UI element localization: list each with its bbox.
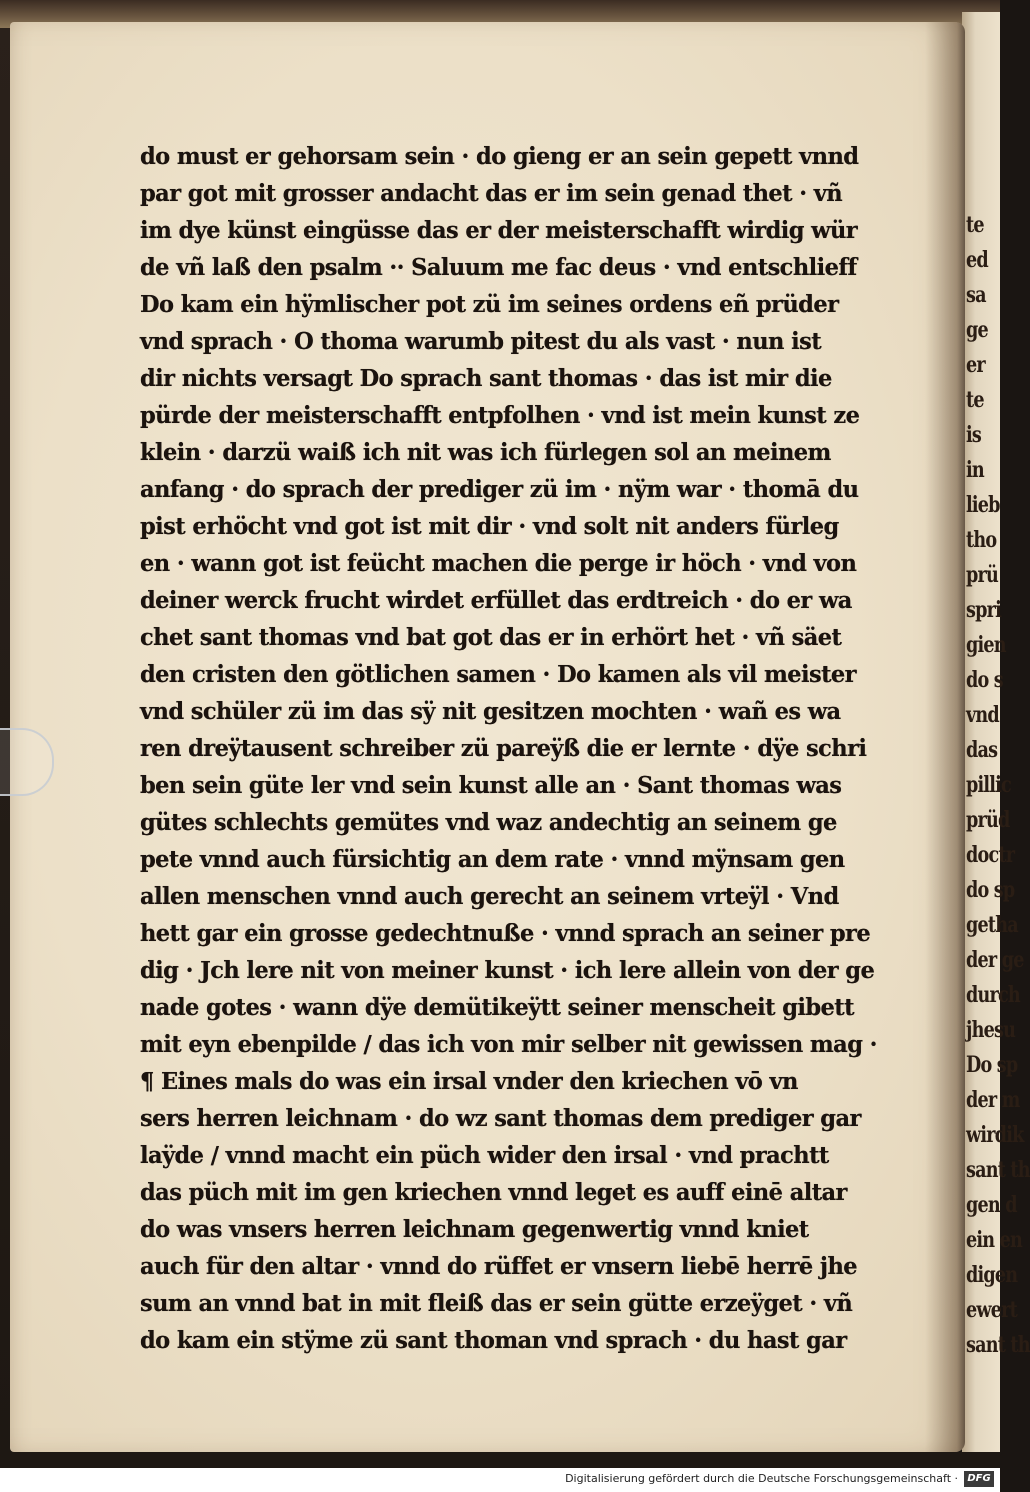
next-page-fragment: te — [966, 387, 984, 413]
next-page-fragment: durch — [966, 982, 1020, 1008]
next-page-fragment: pillic — [966, 772, 1011, 798]
next-page-fragment: Do sp — [966, 1052, 1018, 1078]
text-line: gütes schlechts gemütes vnd waz andechtig an seinem ge — [140, 809, 837, 836]
text-line: ben sein güte ler vnd sein kunst alle an · Sant thomas was — [140, 772, 842, 799]
next-page-fragment: spri — [966, 597, 1001, 623]
text-line: vnd sprach · O thoma warumb pitest du als vast · nun ist — [140, 328, 822, 355]
text-line: do must er gehorsam sein · do gieng er an sein gepett vnnd — [140, 143, 859, 170]
next-page-fragment: sant th — [966, 1332, 1030, 1358]
next-page-fragment: sant th — [966, 1157, 1030, 1183]
text-line: ren dreÿtausent schreiber zü pareÿß die er lernte · dÿe schri — [140, 735, 867, 762]
text-line: mit eyn ebenpilde / das ich von mir selber nit gewissen mag · — [140, 1031, 877, 1058]
footer-credit: Digitalisierung gefördert durch die Deutsche Forschungsgemeinschaft · — [565, 1472, 958, 1485]
next-page-fragment: ein en — [966, 1227, 1023, 1253]
next-page-fragment: gen d — [966, 1192, 1017, 1218]
next-page-fragment: das — [966, 737, 998, 763]
text-line: allen menschen vnnd auch gerecht an seinem vrteÿl · Vnd — [140, 883, 839, 910]
text-line: auch für den altar · vnnd do rüffet er vnsern liebē herrē jhe — [140, 1253, 858, 1280]
next-page-fragment: prüd — [966, 807, 1010, 833]
next-page-fragment: do sp — [966, 877, 1015, 903]
text-line: nade gotes · wann dÿe demütikeÿtt seiner menscheit gibett — [140, 994, 854, 1021]
text-line: do kam ein stÿme zü sant thoman vnd sprach · du hast gar — [140, 1327, 847, 1354]
text-line: pürde der meisterschafft entpfolhen · vnd ist mein kunst ze — [140, 402, 860, 429]
text-line: anfang · do sprach der prediger zü im · nÿm war · thomā du — [140, 476, 859, 503]
next-page-fragment: gien — [966, 632, 1006, 658]
next-page-fragment: er — [966, 352, 985, 378]
next-page-fragment: doctr — [966, 842, 1015, 868]
next-page-fragment: der ge — [966, 947, 1024, 973]
text-line: den cristen den götlichen samen · Do kamen als vil meister — [140, 661, 856, 688]
next-page-fragment: vnd — [966, 702, 999, 728]
next-page-fragment: ge — [966, 317, 988, 343]
page-gutter-shadow — [925, 22, 965, 1452]
dfg-logo-icon: DFG — [964, 1471, 994, 1487]
text-line: pete vnnd auch fürsichtig an dem rate · vnnd mÿnsam gen — [140, 846, 845, 873]
footer-bar — [0, 1468, 1000, 1492]
text-line: laÿde / vnnd macht ein püch wider den irsal · vnd prachtt — [140, 1142, 829, 1169]
next-page-fragment: jhesu — [966, 1017, 1016, 1043]
text-line: im dye künst eingüsse das er der meisterschafft wirdig wür — [140, 217, 858, 244]
text-line: dir nichts versagt Do sprach sant thomas · das ist mir die — [140, 365, 832, 392]
next-page-edge — [962, 12, 1030, 1452]
next-page-fragment: ewert — [966, 1297, 1017, 1323]
text-line: en · wann got ist feücht machen die perge ir höch · vnd von — [140, 550, 857, 577]
next-page-fragment: do s — [966, 667, 1003, 693]
page-text-block — [140, 138, 900, 1359]
text-line: das püch mit im gen kriechen vnnd leget es auff einē altar — [140, 1179, 847, 1206]
text-line: sers herren leichnam · do wz sant thomas dem prediger gar — [140, 1105, 861, 1132]
text-line: deiner werck frucht wirdet erfüllet das erdtreich · do er wa — [140, 587, 852, 614]
next-page-fragment: is — [966, 422, 981, 448]
text-line: hett gar ein grosse gedechtnuße · vnnd sprach an seiner pre — [140, 920, 871, 947]
text-line: dig · Jch lere nit von meiner kunst · ich lere allein von der ge — [140, 957, 875, 984]
next-page-fragment: lieb — [966, 492, 1000, 518]
next-page-fragment: in — [966, 457, 984, 483]
text-line: klein · darzü waiß ich nit was ich fürlegen sol an meinem — [140, 439, 831, 466]
text-line: do was vnsers herren leichnam gegenwertig vnnd kniet — [140, 1216, 809, 1243]
next-page-fragment: tho — [966, 527, 997, 553]
text-line: vnd schüler zü im das sÿ nit gesitzen mochten · wañ es wa — [140, 698, 841, 725]
text-line: de vñ laß den psalm ·· Saluum me fac deus · vnd entschlieff — [140, 254, 857, 281]
text-line: par got mit grosser andacht das er im sein genad thet · vñ — [140, 180, 843, 207]
next-page-fragment: getha — [966, 912, 1018, 938]
next-page-fragment: der m — [966, 1087, 1020, 1113]
next-page-fragment: wirdik — [966, 1122, 1024, 1148]
next-page-fragment: ed — [966, 247, 988, 273]
next-page-fragment: sa — [966, 282, 986, 308]
next-page-fragment: te — [966, 212, 984, 238]
text-line: pist erhöcht vnd got ist mit dir · vnd solt nit anders fürleg — [140, 513, 839, 540]
next-page-fragment: digen — [966, 1262, 1018, 1288]
text-line: sum an vnnd bat in mit fleiß das er sein gütte erzeÿget · vñ — [140, 1290, 853, 1317]
text-line: Do kam ein hÿmlischer pot zü im seines ordens eñ prüder — [140, 291, 839, 318]
next-page-fragment: prü — [966, 562, 998, 588]
text-line: ¶ Eines mals do was ein irsal vnder den kriechen vō vn — [140, 1068, 798, 1095]
text-line: chet sant thomas vnd bat got das er in erhört het · vñ säet — [140, 624, 842, 651]
